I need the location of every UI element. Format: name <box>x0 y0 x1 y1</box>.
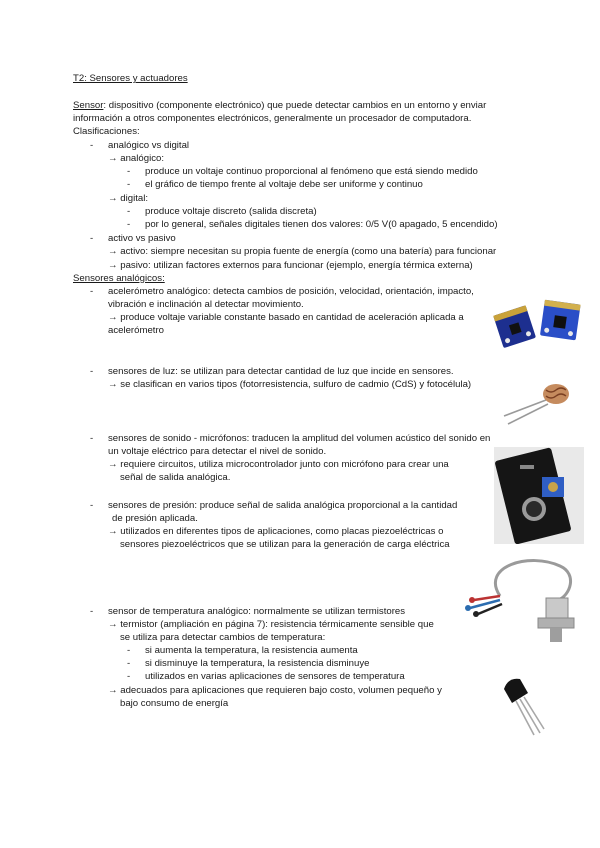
pressure-line-4: sensores piezoeléctricos que se utilizan para la generación de carga eléctrica <box>120 539 450 550</box>
accel-line-1: acelerómetro analógico: detecta cambios de posición, velocidad, orientación, impacto, <box>108 286 474 297</box>
temp-sub-1: si aumenta la temperatura, la resistencia aumenta <box>145 645 358 656</box>
sound-text: requiere circuitos, utiliza microcontrolador junto con micrófono para crear una <box>120 459 449 470</box>
analog-item-2: el gráfico de tiempo frente al voltaje debe ser uniforme y continuo <box>145 179 423 190</box>
temp-line-3: se utiliza para detectar cambios de temperatura: <box>120 632 326 643</box>
analog-sensors-heading: Sensores analógicos: <box>73 273 165 284</box>
sensor-term: Sensor <box>73 100 104 111</box>
light-text: se clasifican en varios tipos (fotorresistencia, sulfuro de cadmio (CdS) y fotocélula) <box>120 379 472 390</box>
temp-sub-3: utilizados en varias aplicaciones de sensores de temperatura <box>145 671 405 682</box>
intro-line-2: información a otros componentes electrónicos, generalmente un procesador de computadora. <box>73 113 472 124</box>
arrow-icon: → <box>108 379 118 390</box>
digital-label: digital: <box>120 193 148 204</box>
temp-sub-2: si disminuye la temperatura, la resistencia disminuye <box>145 658 370 669</box>
pressure-line-1: sensores de presión: produce señal de salida analógica proporcional a la cantidad <box>108 500 458 511</box>
analog-label: analógico: <box>120 153 165 164</box>
arrow-digital <box>108 193 148 205</box>
digital-item-2: por lo general, señales digitales tienen dos valores: 0/5 V(0 apagado, 5 encendido) <box>145 219 498 230</box>
arrow-icon: → <box>108 260 118 271</box>
digital-item-1: produce voltaje discreto (salida discreta) <box>145 206 317 217</box>
temperature-probe-image <box>460 556 584 648</box>
intro-line-3: Clasificaciones: <box>73 126 140 137</box>
bullet: - <box>127 179 131 190</box>
bullet: - <box>90 140 94 151</box>
bullet: - <box>90 233 94 244</box>
pressure-line-2: de presión aplicada. <box>112 513 198 524</box>
bullet: - <box>127 219 131 230</box>
bullet: - <box>90 433 94 444</box>
pressure-line-3 <box>108 526 443 538</box>
passive-text: pasivo: utilizan factores externos para funcionar (ejemplo, energía térmica externa) <box>120 260 473 271</box>
bullet: - <box>127 206 131 217</box>
bullet: - <box>127 658 131 669</box>
bullet: - <box>90 286 94 297</box>
arrow-icon: → <box>108 312 118 323</box>
arrow-icon: → <box>108 153 118 164</box>
sound-line-2: un voltaje eléctrico para detectar el nivel de sonido. <box>108 446 327 457</box>
temp-line-5: bajo consumo de energía <box>120 698 229 709</box>
classif-analog-digital: analógico vs digital <box>108 140 190 151</box>
passive-line <box>108 260 473 272</box>
sensor-definition: : dispositivo (componente electrónico) que puede detectar cambios en un entorno y enviar <box>103 100 487 111</box>
photoresistor-image <box>502 378 572 428</box>
bullet: - <box>90 606 94 617</box>
temp-line-2 <box>108 619 434 631</box>
accelerometer-image <box>492 296 584 354</box>
bullet: - <box>127 671 131 682</box>
bullet: - <box>90 366 94 377</box>
active-text: activo: siempre necesitan su propia fuente de energía (como una batería) para funcionar <box>120 246 497 257</box>
temp-text-2: adecuados para aplicaciones que requieren bajo costo, volumen pequeño y <box>120 685 442 696</box>
active-line <box>108 246 496 258</box>
arrow-icon: → <box>108 193 118 204</box>
arrow-icon: → <box>108 246 118 257</box>
temp-text: termistor (ampliación en página 7): resistencia térmicamente sensible que <box>120 619 434 630</box>
page-title: T2: Sensores y actuadores <box>73 73 188 84</box>
analog-item-1: produce un voltaje continuo proporcional al fenómeno que está siendo medido <box>145 166 478 177</box>
light-line-1: sensores de luz: se utilizan para detectar cantidad de luz que incide en sensores. <box>108 366 454 377</box>
sound-line-1: sensores de sonido - micrófonos: traducen la amplitud del volumen acústico del sonido en <box>108 433 491 444</box>
temp-line-4 <box>108 685 442 697</box>
accel-line-2: vibración e inclinación al detectar movimiento. <box>108 299 304 310</box>
sound-sensor-image <box>494 447 584 544</box>
light-line-2 <box>108 379 471 391</box>
arrow-analog <box>108 153 164 165</box>
arrow-icon: → <box>108 526 118 537</box>
classif-active-passive: activo vs pasivo <box>108 233 176 244</box>
accel-line-4: acelerómetro <box>108 325 164 336</box>
sound-line-4: señal de salida analógica. <box>120 472 231 483</box>
bullet: - <box>90 500 94 511</box>
accel-text: produce voltaje variable constante basado en cantidad de aceleración aplicada a <box>120 312 464 323</box>
thermistor-image <box>498 675 548 737</box>
arrow-icon: → <box>108 619 118 630</box>
pressure-text: utilizados en diferentes tipos de aplicaciones, como placas piezoeléctricas o <box>120 526 444 537</box>
temp-line-1: sensor de temperatura analógico: normalmente se utilizan termistores <box>108 606 406 617</box>
bullet: - <box>127 645 131 656</box>
sound-line-3 <box>108 459 449 471</box>
arrow-icon: → <box>108 459 118 470</box>
accel-line-3 <box>108 312 464 324</box>
intro-line-1 <box>73 100 486 112</box>
bullet: - <box>127 166 131 177</box>
arrow-icon: → <box>108 685 118 696</box>
